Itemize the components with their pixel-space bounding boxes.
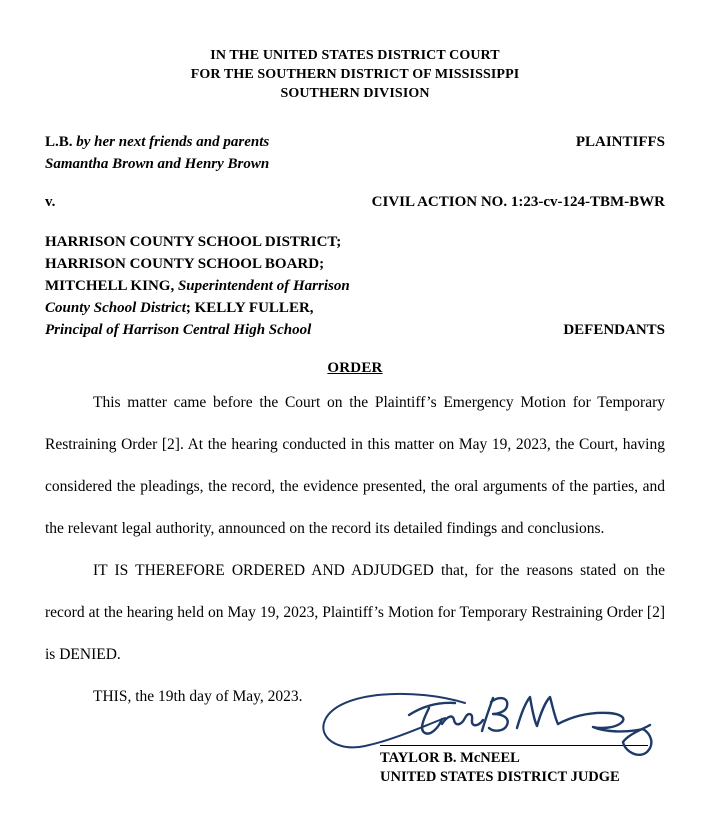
plaintiffs-role-label: PLAINTIFFS bbox=[575, 134, 665, 150]
court-district-line: FOR THE SOUTHERN DISTRICT OF MISSISSIPPI bbox=[190, 67, 520, 82]
judge-signature-block bbox=[380, 702, 648, 787]
signature-canvas bbox=[380, 702, 648, 745]
plaintiff-descriptor: by her next friends and parents bbox=[76, 134, 270, 150]
defendant-king-title-part2: County School District bbox=[45, 300, 186, 316]
order-paragraph-2: IT IS THEREFORE ORDERED AND ADJUDGED that, for the reasons stated on the record at the hearing held on May 19, 2023, Plaintiff’s Motion for Temporary Restraining Order [2] is DENIED. bbox=[45, 562, 665, 663]
order-paragraph-3: THIS, the 19th day of May, 2023. bbox=[93, 688, 303, 705]
defendant-line5: Principal of Harrison Central High School bbox=[45, 322, 312, 338]
order-heading-text: ORDER bbox=[327, 360, 383, 376]
court-name-line: IN THE UNITED STATES DISTRICT COURT bbox=[210, 48, 500, 63]
plaintiff-name-block bbox=[45, 131, 269, 175]
defendant-king-title-part1: Superintendent of Harrison bbox=[177, 278, 350, 294]
order-heading bbox=[45, 360, 665, 377]
court-division-line: SOUTHERN DIVISION bbox=[280, 86, 430, 101]
plaintiff-line1 bbox=[45, 131, 269, 153]
defendant-line4 bbox=[45, 297, 350, 319]
defendant-name-block bbox=[45, 231, 350, 341]
judge-title: UNITED STATES DISTRICT JUDGE bbox=[380, 769, 620, 785]
defendant-line3 bbox=[45, 275, 350, 297]
defendant-line1: HARRISON COUNTY SCHOOL DISTRICT; bbox=[45, 234, 342, 250]
plaintiff-line2: Samantha Brown and Henry Brown bbox=[45, 156, 270, 172]
versus-row bbox=[45, 191, 665, 213]
order-body bbox=[45, 382, 665, 718]
defendant-king-name: MITCHELL KING, bbox=[45, 278, 175, 294]
order-paragraph-1: This matter came before the Court on the Plaintiff’s Emergency Motion for Temporary Restraining Order [2]. At the hearing conducted in this matter on May 19, 2023, the Court, having considered the pleadings, the record, the evidence presented, the oral arguments of the parties, and the relevant legal authority, announced on the record its detailed findings and conclusions. bbox=[45, 394, 665, 537]
defendant-line2: HARRISON COUNTY SCHOOL BOARD; bbox=[45, 256, 325, 272]
plaintiff-initials: L.B. bbox=[45, 134, 73, 150]
judge-name: TAYLOR B. McNEEL bbox=[380, 750, 520, 766]
defendant-fuller-name: ; KELLY FULLER, bbox=[185, 300, 314, 316]
civil-action-number: CIVIL ACTION NO. 1:23-cv-124-TBM-BWR bbox=[371, 194, 665, 210]
court-header bbox=[45, 46, 665, 103]
defendant-caption-row bbox=[45, 231, 665, 341]
plaintiff-caption-row bbox=[45, 131, 665, 175]
defendants-role-label: DEFENDANTS bbox=[563, 322, 665, 338]
versus-label: v. bbox=[45, 194, 56, 210]
